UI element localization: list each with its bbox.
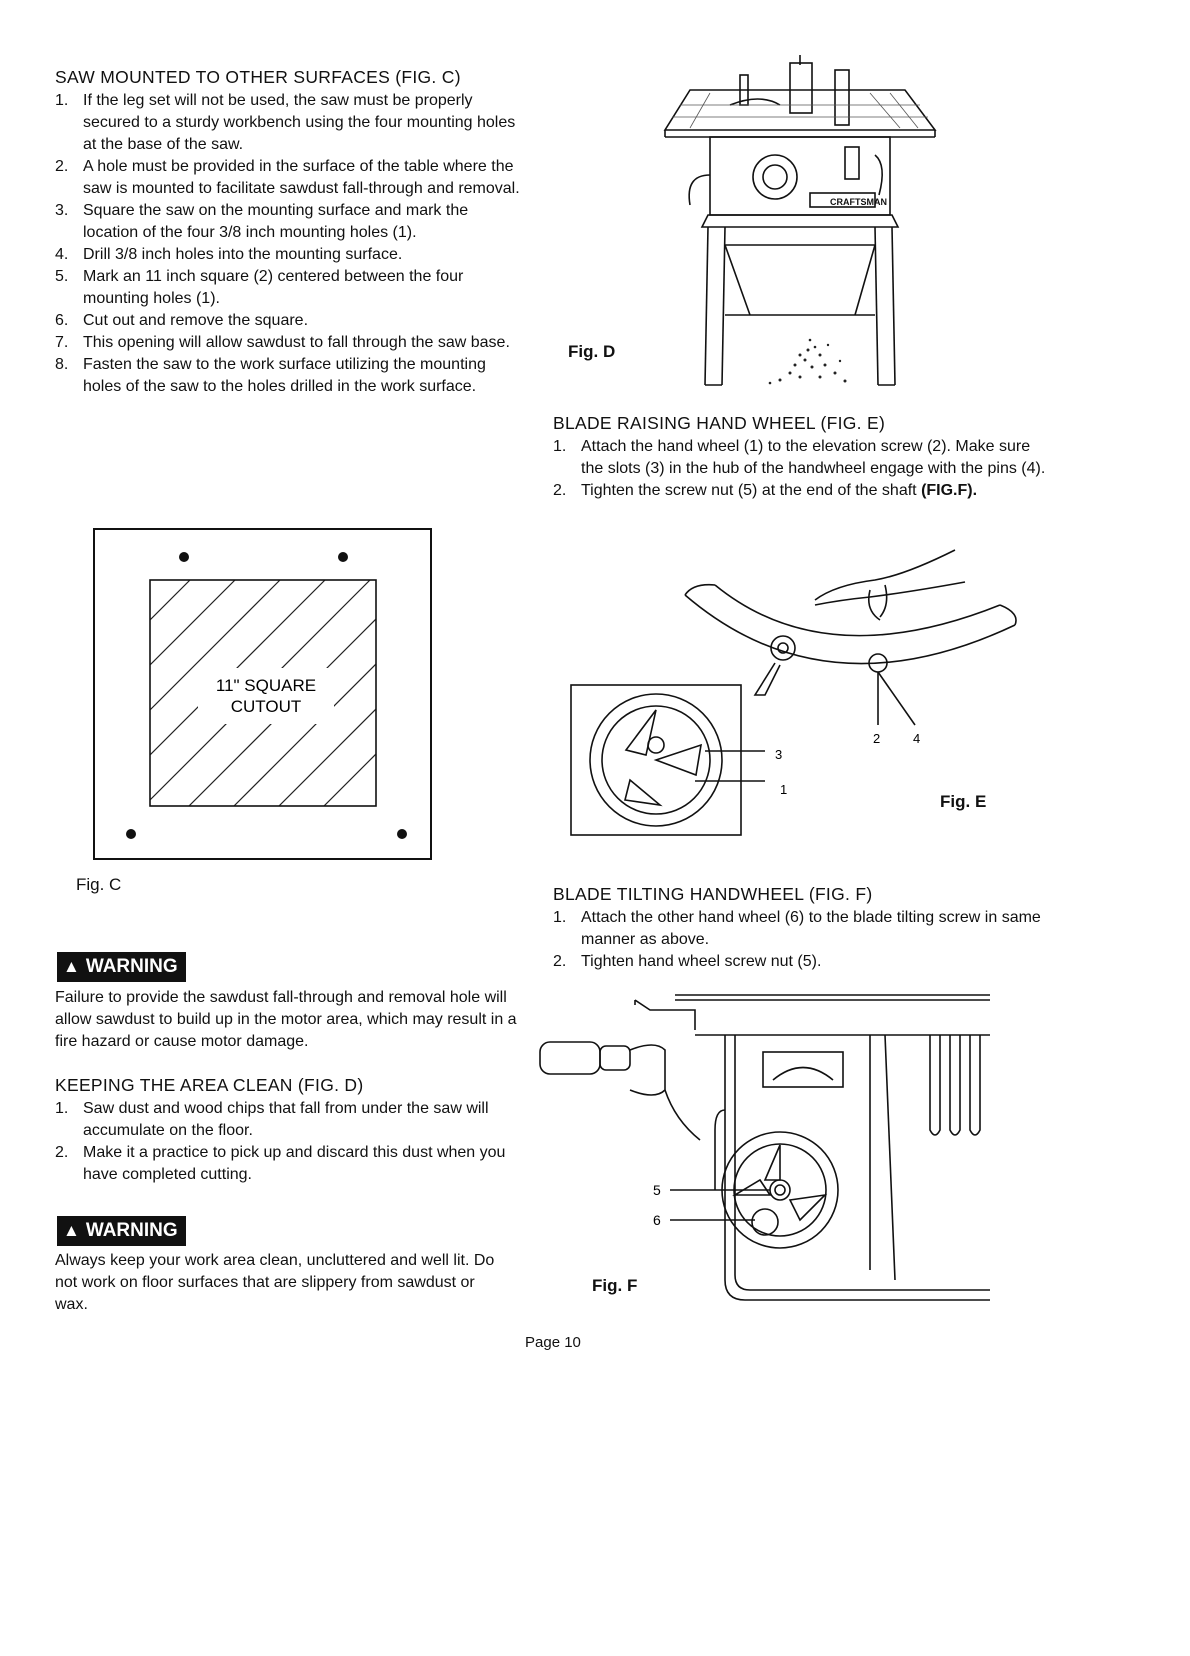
warning-text: Failure to provide the sawdust fall-through and removal hole will allow sawdust to build up in the motor area, which may result in a fire hazard or cause motor damage.	[55, 989, 517, 1050]
step-item	[55, 200, 525, 244]
step-text: Square the saw on the mounting surface and mark the location of the four 3/8 inch mounting holes (1).	[83, 202, 469, 241]
warning-label: WARNING	[85, 956, 178, 977]
step-item	[55, 1098, 525, 1142]
step-item	[55, 90, 525, 156]
mounting-hole	[179, 552, 189, 562]
step-list	[55, 90, 525, 398]
step-number: 1.	[553, 909, 567, 926]
warning-text: Always keep your work area clean, uncluttered and well lit. Do not work on floor surfaces that are slippery from sawdust or wax.	[55, 1252, 495, 1313]
section-blade-tilting	[553, 884, 1053, 973]
step-number: 2.	[553, 953, 567, 970]
warning-label: WARNING	[85, 1220, 178, 1241]
step-item	[55, 1142, 525, 1186]
callout-6: 6	[653, 1212, 661, 1228]
step-text: Tighten hand wheel screw nut (5).	[581, 953, 822, 970]
step-text: This opening will allow sawdust to fall through the saw base.	[83, 334, 510, 351]
fig-d-label: Fig. D	[568, 342, 616, 361]
step-item	[55, 244, 525, 266]
step-list	[553, 907, 1053, 973]
step-text: If the leg set will not be used, the saw must be properly secured to a sturdy workbench using the four mounting holes at the base of the saw.	[83, 92, 516, 153]
warning-banner	[57, 1216, 186, 1246]
callout-1: 1	[780, 782, 788, 797]
step-number: 2.	[55, 158, 69, 175]
step-item	[55, 156, 525, 200]
callout-4: 4	[913, 731, 921, 746]
step-text: Drill 3/8 inch holes into the mounting surface.	[83, 246, 403, 263]
callout-5: 5	[653, 1182, 661, 1198]
step-text: Tighten the screw nut (5) at the end of the shaft	[581, 482, 917, 499]
warning-triangle-icon: ▲	[63, 1221, 80, 1240]
step-item	[553, 907, 1053, 951]
fig-c-diagram	[90, 525, 440, 865]
mounting-hole	[126, 829, 136, 839]
step-number: 7.	[55, 334, 69, 351]
step-text: Attach the other hand wheel (6) to the blade tilting screw in same manner as above.	[581, 909, 1041, 948]
section-heading: BLADE TILTING HANDWHEEL (FIG. F)	[553, 884, 873, 904]
cutout-label-line2: CUTOUT	[230, 697, 302, 716]
step-item	[55, 310, 525, 332]
step-number: 6.	[55, 312, 69, 329]
warning-banner	[57, 952, 186, 982]
section-blade-raising	[553, 413, 1053, 502]
step-text: Attach the hand wheel (1) to the elevation screw (2). Make sure the slots (3) in the hub of the handwheel engage with the pins (4).	[581, 438, 1046, 477]
callout-3: 3	[775, 747, 783, 762]
step-number: 8.	[55, 356, 69, 373]
step-text: Make it a practice to pick up and discard this dust when you have completed cutting.	[83, 1144, 506, 1183]
fig-f-tilt-wheel	[535, 980, 995, 1325]
warning-triangle-icon: ▲	[63, 957, 80, 976]
step-number: 1.	[55, 92, 69, 109]
step-text: Cut out and remove the square.	[83, 312, 309, 329]
step-text: Saw dust and wood chips that fall from under the saw will accumulate on the floor.	[83, 1100, 489, 1139]
callout-2: 2	[873, 731, 881, 746]
section-heading: BLADE RAISING HAND WHEEL (FIG. E)	[553, 413, 886, 433]
step-number: 2.	[55, 1144, 69, 1161]
step-number: 1.	[553, 438, 567, 455]
step-item	[55, 266, 525, 310]
step-number: 5.	[55, 268, 69, 285]
cutout-label-line1: 11" SQUARE	[215, 676, 317, 695]
section-heading: SAW MOUNTED TO OTHER SURFACES (FIG. C)	[55, 67, 461, 87]
fig-d-table-saw	[650, 55, 950, 395]
step-item	[553, 436, 1053, 480]
step-list	[553, 436, 1053, 502]
section-saw-mounted	[55, 67, 525, 398]
step-text: Fasten the saw to the work surface utilizing the mounting holes of the saw to the holes drilled in the work surface.	[83, 356, 486, 395]
section-heading: KEEPING THE AREA CLEAN (FIG. D)	[55, 1075, 364, 1095]
step-text: A hole must be provided in the surface of the table where the saw is mounted to facilitate sawdust fall-through and removal.	[83, 158, 520, 197]
step-item	[55, 354, 525, 398]
step-list	[55, 1098, 525, 1186]
step-item	[55, 332, 525, 354]
mounting-hole	[338, 552, 348, 562]
step-number: 3.	[55, 202, 69, 219]
fig-c-label: Fig. C	[76, 875, 122, 894]
step-item	[553, 480, 1053, 502]
mounting-hole	[397, 829, 407, 839]
brand-label: CRAFTSMAN	[830, 197, 887, 207]
step-item	[553, 951, 1053, 973]
fig-reference: (FIG.F).	[921, 482, 978, 499]
step-text: Mark an 11 inch square (2) centered between the four mounting holes (1).	[83, 268, 464, 307]
step-number: 2.	[553, 482, 567, 499]
step-number: 4.	[55, 246, 69, 263]
step-number: 1.	[55, 1100, 69, 1117]
page-number: Page 10	[525, 1334, 581, 1351]
section-keeping-clean	[55, 1075, 525, 1186]
fig-e-label: Fig. E	[940, 792, 987, 811]
fig-f-label: Fig. F	[592, 1276, 638, 1295]
